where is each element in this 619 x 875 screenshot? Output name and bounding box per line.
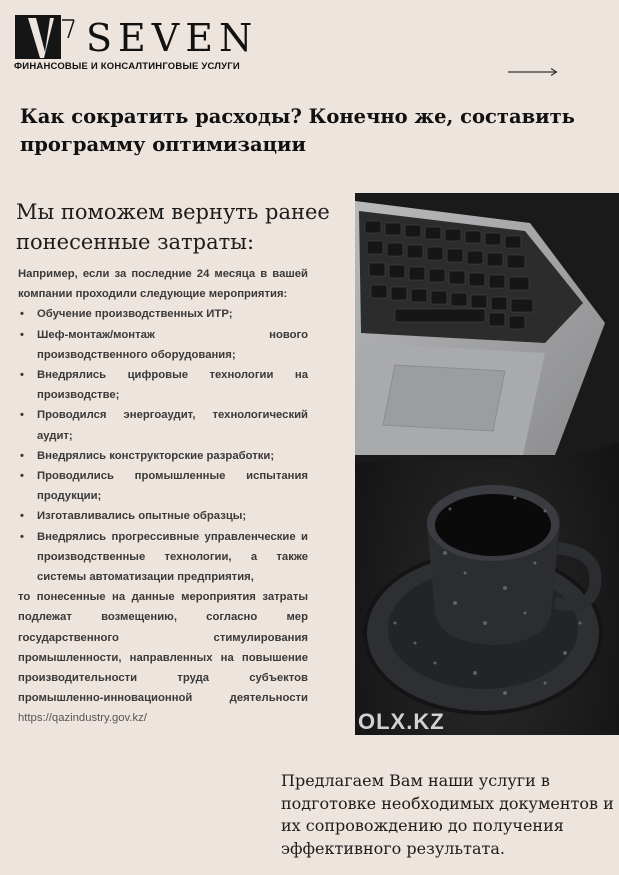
page-title: Как сократить расходы? Конечно же, составить программу оптимизации <box>20 105 575 156</box>
list-item: • Внедрялись конструкторские разработки; <box>18 446 308 466</box>
list-item: • Внедрялись цифровые технологии на производстве; <box>18 365 308 405</box>
body-text <box>18 264 308 729</box>
brand-name: SEVEN <box>86 16 259 60</box>
photo-illustration <box>355 193 619 735</box>
intro-paragraph: Например, если за последние 24 месяца в вашей компании проходили следующие мероприятия: <box>18 268 308 301</box>
list-item: • Проводились промышленные испытания продукции; <box>18 466 308 506</box>
section-heading: Мы поможем вернуть ранее понесенные затраты: <box>16 200 330 254</box>
list-item: • Проводился энергоаудит, технологический аудит; <box>18 405 308 445</box>
v-monogram-icon <box>14 14 76 60</box>
source-link[interactable]: https://qazindustry.gov.kz/ <box>18 712 147 725</box>
watermark: OLX.KZ <box>358 709 445 734</box>
list-item: • Изготавливались опытные образцы; <box>18 506 308 526</box>
brand-logo <box>14 14 259 76</box>
brand-tagline: ФИНАНСОВЫЕ И КОНСАЛТИНГОВЫЕ УСЛУГИ <box>14 61 240 72</box>
conclusion-paragraph <box>18 587 308 728</box>
offer-text: Предлагаем Вам наши услуги в подготовке необходимых документов и их сопровождению до получения эффективного результата. <box>281 771 614 858</box>
list-item: • Шеф-монтаж/монтаж нового производственного оборудования; <box>18 325 308 365</box>
list-item: • Внедрялись прогрессивные управленческие и производственные технологии, а также системы автоматизации предприятия, <box>18 527 308 588</box>
list-item: • Обучение производственных ИТР; <box>18 304 308 324</box>
laptop-coffee-photo <box>355 193 619 735</box>
activities-list <box>18 304 308 587</box>
arrow-right-icon <box>508 67 558 77</box>
conclusion-text: то понесенные на данные мероприятия затраты подлежат возмещению, согласно мер государственного стимулирования промышленности, направленных на повышение производительности труда субъектов промышленно-инновационной деятельности <box>18 591 308 705</box>
